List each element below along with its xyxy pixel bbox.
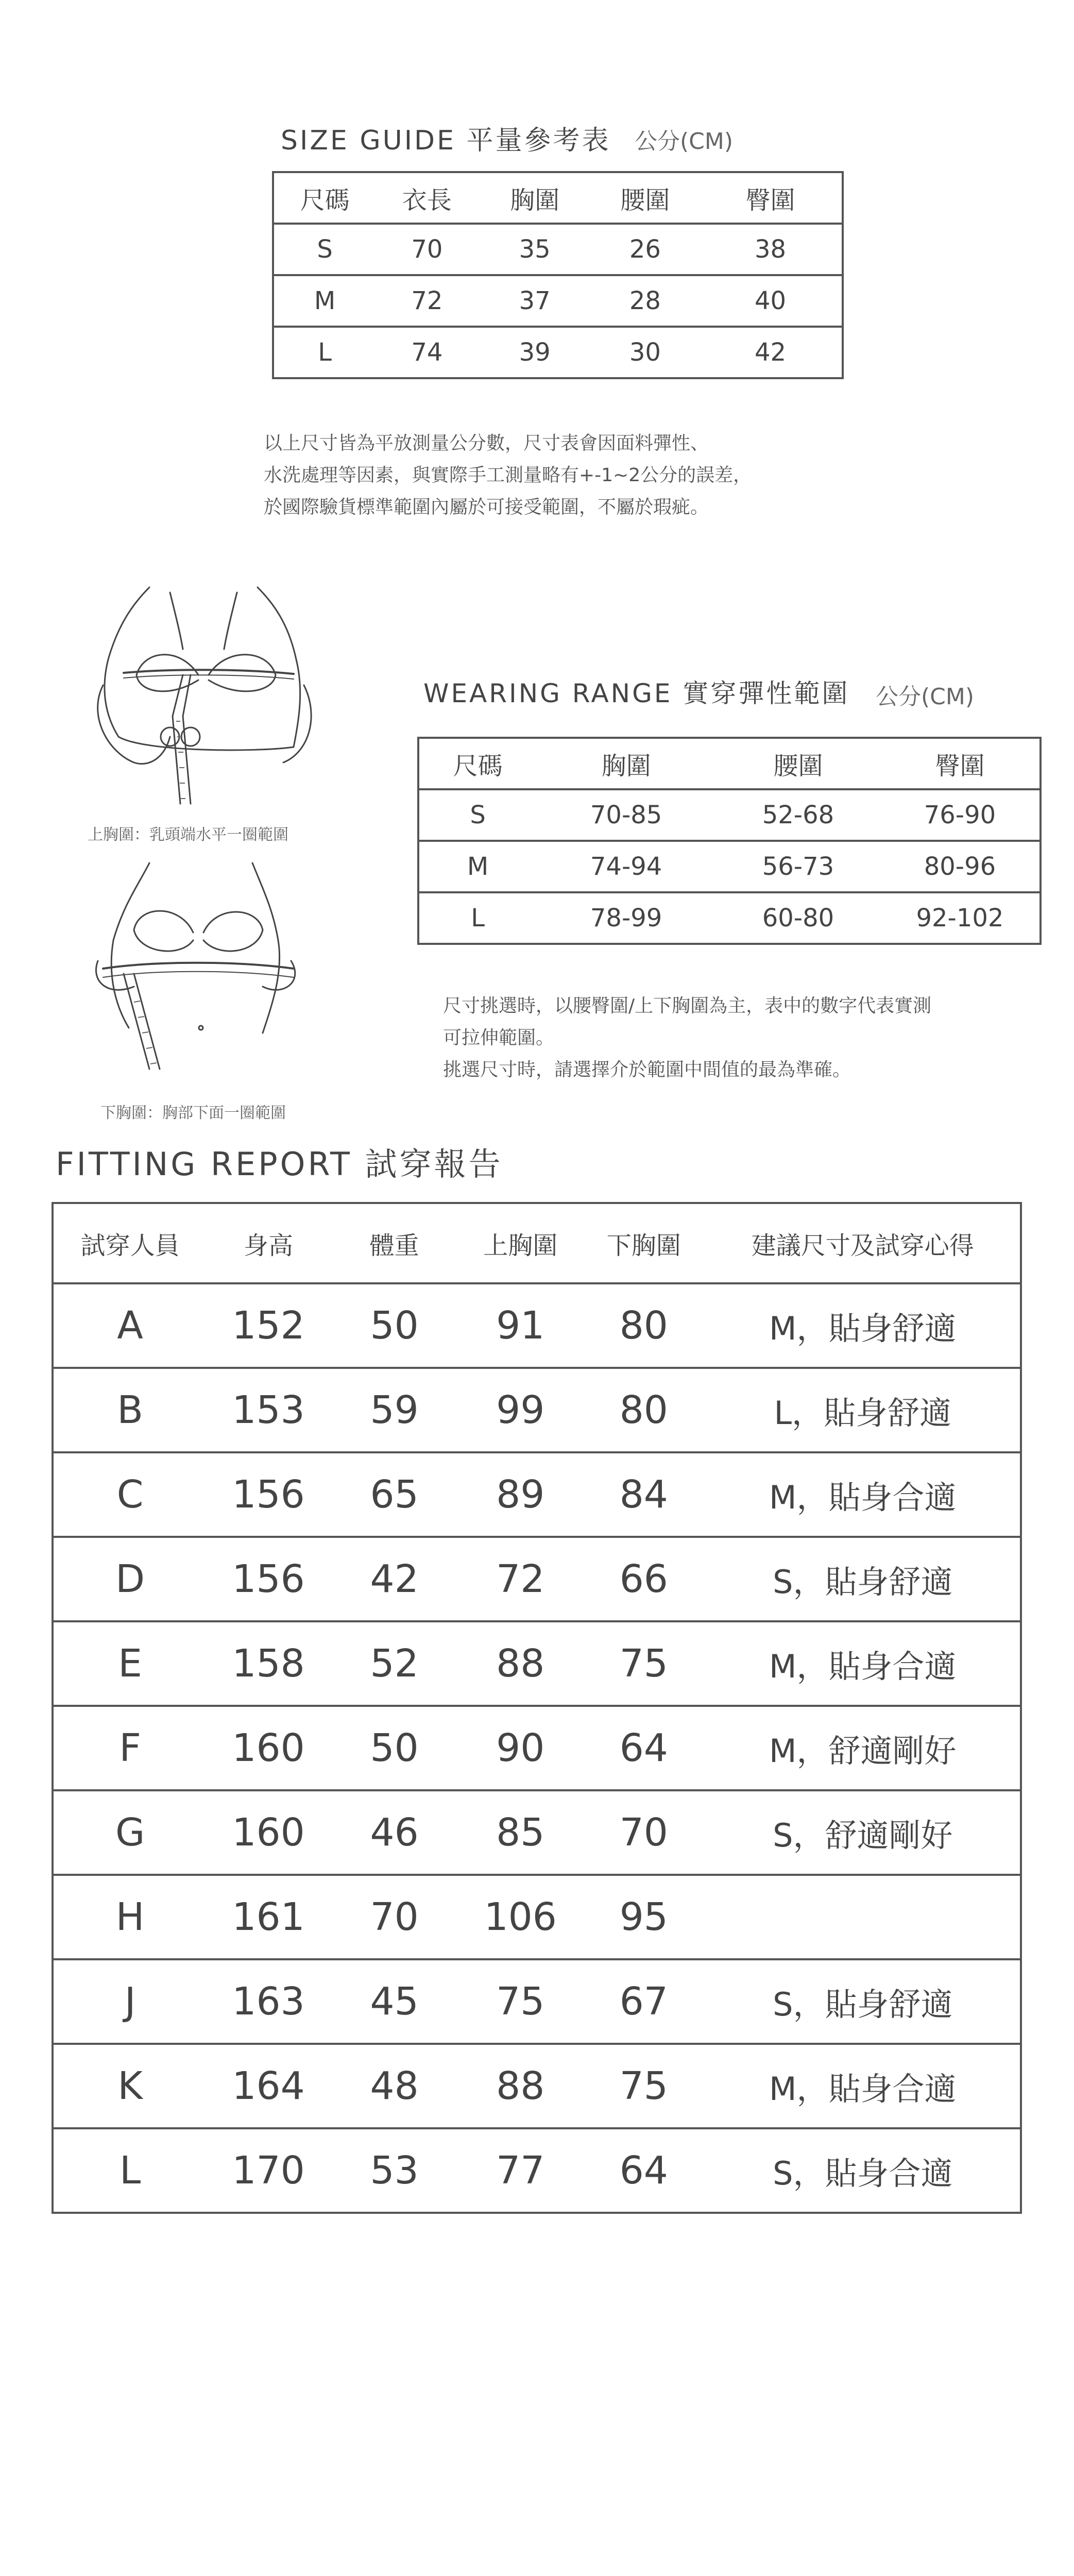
table-cell: L，貼身舒適 bbox=[706, 1368, 1021, 1452]
table-row bbox=[273, 224, 843, 275]
header-cell: 尺碼 bbox=[418, 738, 536, 789]
table-cell: 153 bbox=[207, 1368, 330, 1452]
table-row bbox=[53, 1452, 1021, 1537]
header-cell: 臀圍 bbox=[880, 738, 1041, 789]
table-cell: 59 bbox=[330, 1368, 458, 1452]
table-cell: H bbox=[53, 1875, 207, 1959]
lower-chest-measure-illustration bbox=[93, 858, 299, 1074]
table-cell: 161 bbox=[207, 1875, 330, 1959]
table-cell: 30 bbox=[591, 327, 699, 378]
table-cell: 99 bbox=[458, 1368, 582, 1452]
table-cell: 163 bbox=[207, 1959, 330, 2044]
table-cell: F bbox=[53, 1706, 207, 1790]
wearing-range-unit: 公分(CM) bbox=[876, 684, 975, 710]
header-cell: 尺碼 bbox=[273, 172, 376, 224]
table-cell: L bbox=[273, 327, 376, 378]
table-cell: L bbox=[53, 2128, 207, 2213]
note-line: 於國際驗貨標準範圍內屬於可接受範圍，不屬於瑕疵。 bbox=[264, 497, 709, 518]
table-cell: 67 bbox=[582, 1959, 706, 2044]
table-cell: B bbox=[53, 1368, 207, 1452]
note-line: 以上尺寸皆為平放測量公分數，尺寸表會因面料彈性、 bbox=[264, 433, 709, 454]
table-cell: 152 bbox=[207, 1283, 330, 1368]
table-cell: G bbox=[53, 1790, 207, 1875]
size-guide-header-row bbox=[273, 172, 843, 224]
table-cell: 70 bbox=[582, 1790, 706, 1875]
table-cell: 52-68 bbox=[716, 789, 880, 841]
table-cell: S，貼身舒適 bbox=[706, 1537, 1021, 1621]
lower-chest-caption: 下胸圍：胸部下面一圈範圍 bbox=[100, 1104, 286, 1122]
table-cell bbox=[706, 1875, 1021, 1959]
table-cell: 84 bbox=[582, 1452, 706, 1537]
table-row bbox=[53, 1621, 1021, 1706]
header-cell: 腰圍 bbox=[591, 172, 699, 224]
table-cell: 92-102 bbox=[880, 892, 1041, 944]
table-cell: 72 bbox=[376, 275, 478, 327]
table-cell: 75 bbox=[582, 1621, 706, 1706]
table-cell: 28 bbox=[591, 275, 699, 327]
table-cell: S，舒適剛好 bbox=[706, 1790, 1021, 1875]
note-line: 水洗處理等因素，與實際手工測量略有+-1~2公分的誤差， bbox=[264, 465, 752, 486]
table-cell: 35 bbox=[479, 224, 591, 275]
table-cell: 158 bbox=[207, 1621, 330, 1706]
table-cell: 88 bbox=[458, 1621, 582, 1706]
table-cell: M，貼身合適 bbox=[706, 1452, 1021, 1537]
table-cell: 77 bbox=[458, 2128, 582, 2213]
table-cell: 56-73 bbox=[716, 841, 880, 892]
size-guide-unit: 公分(CM) bbox=[635, 128, 734, 155]
table-cell: 52 bbox=[330, 1621, 458, 1706]
table-cell: A bbox=[53, 1283, 207, 1368]
table-cell: M，貼身合適 bbox=[706, 1621, 1021, 1706]
table-cell: 64 bbox=[582, 1706, 706, 1790]
header-cell: 胸圍 bbox=[479, 172, 591, 224]
table-cell: 42 bbox=[330, 1537, 458, 1621]
note-line: 挑選尺寸時，請選擇介於範圍中間值的最為準確。 bbox=[443, 1059, 851, 1080]
table-cell: 50 bbox=[330, 1706, 458, 1790]
table-cell: 40 bbox=[699, 275, 843, 327]
header-cell: 臀圍 bbox=[699, 172, 843, 224]
table-cell: 42 bbox=[699, 327, 843, 378]
wearing-range-header-row bbox=[418, 738, 1041, 789]
table-cell: M，貼身舒適 bbox=[706, 1283, 1021, 1368]
table-row bbox=[418, 892, 1041, 944]
table-cell: 39 bbox=[479, 327, 591, 378]
table-row bbox=[53, 1706, 1021, 1790]
header-cell: 下胸圍 bbox=[582, 1203, 706, 1283]
table-cell: C bbox=[53, 1452, 207, 1537]
table-cell: D bbox=[53, 1537, 207, 1621]
table-cell: 160 bbox=[207, 1706, 330, 1790]
table-cell: 160 bbox=[207, 1790, 330, 1875]
table-row bbox=[53, 1368, 1021, 1452]
table-cell: 75 bbox=[582, 2044, 706, 2128]
table-cell: K bbox=[53, 2044, 207, 2128]
header-cell: 身高 bbox=[207, 1203, 330, 1283]
table-cell: S bbox=[273, 224, 376, 275]
table-cell: 95 bbox=[582, 1875, 706, 1959]
table-cell: 76-90 bbox=[880, 789, 1041, 841]
fitting-report-header-row bbox=[53, 1203, 1021, 1283]
table-row bbox=[273, 275, 843, 327]
size-guide-note bbox=[264, 428, 752, 523]
table-row bbox=[53, 1790, 1021, 1875]
table-row bbox=[273, 327, 843, 378]
table-cell: 80 bbox=[582, 1283, 706, 1368]
table-cell: 37 bbox=[479, 275, 591, 327]
table-cell: 48 bbox=[330, 2044, 458, 2128]
table-row bbox=[53, 2044, 1021, 2128]
table-row bbox=[53, 1537, 1021, 1621]
table-cell: 170 bbox=[207, 2128, 330, 2213]
table-cell: M，貼身合適 bbox=[706, 2044, 1021, 2128]
table-cell: 88 bbox=[458, 2044, 582, 2128]
table-cell: M bbox=[418, 841, 536, 892]
wearing-range-note bbox=[443, 990, 931, 1086]
table-cell: 26 bbox=[591, 224, 699, 275]
table-cell: S，貼身合適 bbox=[706, 2128, 1021, 2213]
table-cell: 38 bbox=[699, 224, 843, 275]
table-cell: 164 bbox=[207, 2044, 330, 2128]
table-cell: 75 bbox=[458, 1959, 582, 2044]
size-guide-title: SIZE GUIDE 平量參考表 bbox=[281, 125, 611, 156]
table-cell: 89 bbox=[458, 1452, 582, 1537]
table-cell: 74 bbox=[376, 327, 478, 378]
wearing-range-table bbox=[417, 737, 1042, 945]
table-cell: 70-85 bbox=[536, 789, 716, 841]
table-cell: 80-96 bbox=[880, 841, 1041, 892]
table-cell: 78-99 bbox=[536, 892, 716, 944]
table-cell: 66 bbox=[582, 1537, 706, 1621]
table-cell: M bbox=[273, 275, 376, 327]
header-cell: 衣長 bbox=[376, 172, 478, 224]
table-cell: 46 bbox=[330, 1790, 458, 1875]
table-cell: 156 bbox=[207, 1452, 330, 1537]
header-cell: 腰圍 bbox=[716, 738, 880, 789]
header-cell: 胸圍 bbox=[536, 738, 716, 789]
table-cell: M，舒適剛好 bbox=[706, 1706, 1021, 1790]
table-cell: 70 bbox=[330, 1875, 458, 1959]
table-cell: 72 bbox=[458, 1537, 582, 1621]
table-cell: 91 bbox=[458, 1283, 582, 1368]
table-row bbox=[418, 841, 1041, 892]
header-cell: 試穿人員 bbox=[53, 1203, 207, 1283]
table-cell: 50 bbox=[330, 1283, 458, 1368]
table-cell: 80 bbox=[582, 1368, 706, 1452]
table-cell: 53 bbox=[330, 2128, 458, 2213]
header-cell: 上胸圍 bbox=[458, 1203, 582, 1283]
table-cell: E bbox=[53, 1621, 207, 1706]
wearing-range-title: WEARING RANGE 實穿彈性範圍 bbox=[423, 679, 850, 708]
upper-chest-caption: 上胸圍：乳頭端水平一圈範圍 bbox=[88, 826, 288, 844]
table-cell: S bbox=[418, 789, 536, 841]
upper-chest-measure-illustration bbox=[88, 582, 325, 809]
table-cell: 85 bbox=[458, 1790, 582, 1875]
table-row bbox=[53, 2128, 1021, 2213]
note-line: 可拉伸範圍。 bbox=[443, 1027, 555, 1048]
fitting-report-table bbox=[52, 1202, 1022, 2214]
table-cell: 74-94 bbox=[536, 841, 716, 892]
table-cell: 60-80 bbox=[716, 892, 880, 944]
table-cell: S，貼身舒適 bbox=[706, 1959, 1021, 2044]
table-row bbox=[53, 1875, 1021, 1959]
table-cell: 45 bbox=[330, 1959, 458, 2044]
table-cell: 156 bbox=[207, 1537, 330, 1621]
fitting-report-title: FITTING REPORT 試穿報告 bbox=[56, 1145, 503, 1183]
table-row bbox=[53, 1959, 1021, 2044]
table-cell: 64 bbox=[582, 2128, 706, 2213]
table-row bbox=[418, 789, 1041, 841]
table-cell: 65 bbox=[330, 1452, 458, 1537]
table-cell: L bbox=[418, 892, 536, 944]
size-guide-table bbox=[272, 171, 844, 379]
table-row bbox=[53, 1283, 1021, 1368]
table-cell: 106 bbox=[458, 1875, 582, 1959]
note-line: 尺寸挑選時，以腰臀圍/上下胸圍為主，表中的數字代表實測 bbox=[443, 995, 932, 1016]
header-cell: 建議尺寸及試穿心得 bbox=[706, 1203, 1021, 1283]
table-cell: J bbox=[53, 1959, 207, 2044]
table-cell: 90 bbox=[458, 1706, 582, 1790]
table-cell: 70 bbox=[376, 224, 478, 275]
header-cell: 體重 bbox=[330, 1203, 458, 1283]
